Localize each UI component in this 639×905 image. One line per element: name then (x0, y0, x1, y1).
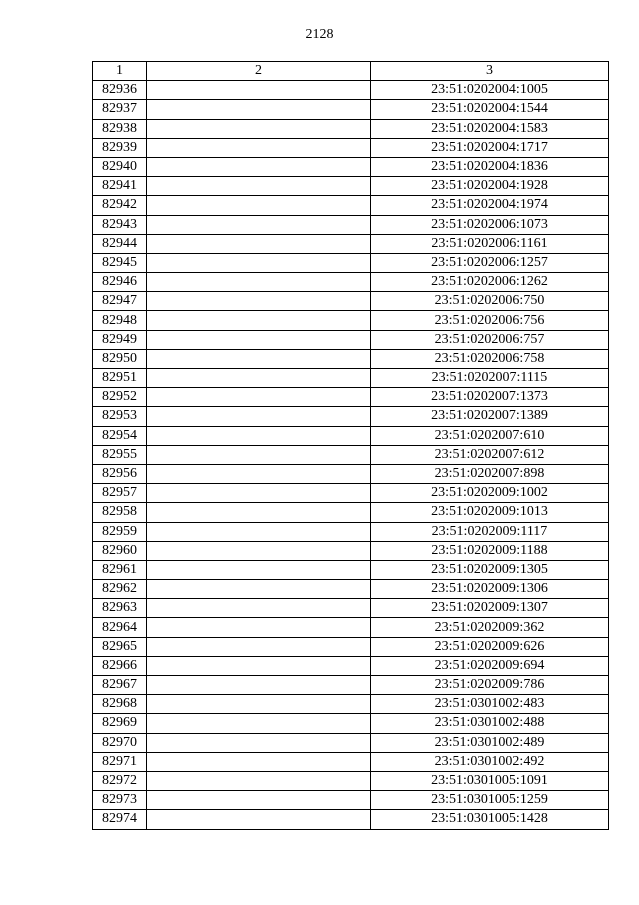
table-row (93, 234, 609, 253)
empty-cell (147, 330, 371, 349)
empty-cell (147, 637, 371, 656)
empty-cell (147, 464, 371, 483)
cadastral-number-cell: 23:51:0202004:1836 (371, 157, 609, 176)
cadastral-number-cell: 23:51:0202009:1305 (371, 560, 609, 579)
empty-cell (147, 445, 371, 464)
empty-cell (147, 253, 371, 272)
row-number-cell: 82954 (93, 426, 147, 445)
empty-cell (147, 157, 371, 176)
row-number-cell: 82961 (93, 560, 147, 579)
row-number-cell: 82939 (93, 138, 147, 157)
table-row (93, 580, 609, 599)
cadastral-number-cell: 23:51:0202004:1717 (371, 138, 609, 157)
table-row (93, 464, 609, 483)
row-number-cell: 82946 (93, 273, 147, 292)
empty-cell (147, 273, 371, 292)
empty-cell (147, 752, 371, 771)
table-row (93, 157, 609, 176)
table-row (93, 292, 609, 311)
cadastral-number-cell: 23:51:0202006:758 (371, 349, 609, 368)
row-number-cell: 82958 (93, 503, 147, 522)
empty-cell (147, 234, 371, 253)
empty-cell (147, 196, 371, 215)
cadastral-number-cell: 23:51:0202006:1257 (371, 253, 609, 272)
table-row (93, 503, 609, 522)
row-number-cell: 82951 (93, 369, 147, 388)
row-number-cell: 82941 (93, 177, 147, 196)
empty-cell (147, 733, 371, 752)
row-number-cell: 82940 (93, 157, 147, 176)
table-row (93, 388, 609, 407)
row-number-cell: 82955 (93, 445, 147, 464)
table-row (93, 791, 609, 810)
empty-cell (147, 119, 371, 138)
empty-cell (147, 484, 371, 503)
table-row (93, 618, 609, 637)
row-number-cell: 82945 (93, 253, 147, 272)
cadastral-number-cell: 23:51:0202004:1583 (371, 119, 609, 138)
cadastral-number-cell: 23:51:0202006:1161 (371, 234, 609, 253)
empty-cell (147, 177, 371, 196)
table-row (93, 541, 609, 560)
row-number-cell: 82944 (93, 234, 147, 253)
row-number-cell: 82943 (93, 215, 147, 234)
row-number-cell: 82967 (93, 676, 147, 695)
table-row (93, 695, 609, 714)
column-header-1: 1 (93, 62, 147, 81)
table-row (93, 119, 609, 138)
table-row (93, 349, 609, 368)
empty-cell (147, 560, 371, 579)
empty-cell (147, 599, 371, 618)
empty-cell (147, 215, 371, 234)
cadastral-number-cell: 23:51:0202004:1928 (371, 177, 609, 196)
cadastral-number-cell: 23:51:0202007:1389 (371, 407, 609, 426)
table-row (93, 522, 609, 541)
table-row (93, 599, 609, 618)
cadastral-number-cell: 23:51:0202009:1013 (371, 503, 609, 522)
table-row (93, 810, 609, 829)
column-header-3: 3 (371, 62, 609, 81)
cadastral-number-cell: 23:51:0202007:612 (371, 445, 609, 464)
row-number-cell: 82937 (93, 100, 147, 119)
table-row (93, 656, 609, 675)
table-row (93, 215, 609, 234)
table-row (93, 330, 609, 349)
column-header-2: 2 (147, 62, 371, 81)
row-number-cell: 82974 (93, 810, 147, 829)
empty-cell (147, 292, 371, 311)
row-number-cell: 82942 (93, 196, 147, 215)
row-number-cell: 82962 (93, 580, 147, 599)
empty-cell (147, 138, 371, 157)
table-header-row (93, 62, 609, 81)
cadastral-number-cell: 23:51:0202007:898 (371, 464, 609, 483)
cadastral-number-cell: 23:51:0202009:786 (371, 676, 609, 695)
empty-cell (147, 656, 371, 675)
cadastral-number-cell: 23:51:0202007:610 (371, 426, 609, 445)
empty-cell (147, 426, 371, 445)
cadastral-number-cell: 23:51:0202004:1005 (371, 81, 609, 100)
table-row (93, 311, 609, 330)
cadastral-number-cell: 23:51:0202006:750 (371, 292, 609, 311)
row-number-cell: 82963 (93, 599, 147, 618)
cadastral-number-cell: 23:51:0202009:362 (371, 618, 609, 637)
table-row (93, 177, 609, 196)
cadastral-number-cell: 23:51:0202006:756 (371, 311, 609, 330)
table-row (93, 426, 609, 445)
row-number-cell: 82956 (93, 464, 147, 483)
cadastral-number-cell: 23:51:0301005:1428 (371, 810, 609, 829)
page-number: 2128 (305, 27, 334, 42)
row-number-cell: 82952 (93, 388, 147, 407)
empty-cell (147, 810, 371, 829)
cadastral-number-cell: 23:51:0202006:757 (371, 330, 609, 349)
table-row (93, 273, 609, 292)
empty-cell (147, 541, 371, 560)
table-row (93, 138, 609, 157)
empty-cell (147, 81, 371, 100)
table-row (93, 253, 609, 272)
cadastral-number-cell: 23:51:0202009:1307 (371, 599, 609, 618)
cadastral-number-cell: 23:51:0202009:1306 (371, 580, 609, 599)
table-row (93, 771, 609, 790)
cadastral-number-cell: 23:51:0202009:1117 (371, 522, 609, 541)
table-row (93, 445, 609, 464)
cadastral-number-cell: 23:51:0301002:492 (371, 752, 609, 771)
cadastral-number-cell: 23:51:0301005:1091 (371, 771, 609, 790)
cadastral-number-cell: 23:51:0202006:1073 (371, 215, 609, 234)
row-number-cell: 82957 (93, 484, 147, 503)
row-number-cell: 82936 (93, 81, 147, 100)
cadastral-number-cell: 23:51:0202009:1002 (371, 484, 609, 503)
cadastral-number-cell: 23:51:0202004:1544 (371, 100, 609, 119)
empty-cell (147, 522, 371, 541)
table-row (93, 369, 609, 388)
empty-cell (147, 791, 371, 810)
cadastral-number-cell: 23:51:0202007:1115 (371, 369, 609, 388)
table-row (93, 637, 609, 656)
row-number-cell: 82950 (93, 349, 147, 368)
empty-cell (147, 676, 371, 695)
table-row (93, 100, 609, 119)
row-number-cell: 82960 (93, 541, 147, 560)
empty-cell (147, 503, 371, 522)
table-row (93, 714, 609, 733)
row-number-cell: 82959 (93, 522, 147, 541)
row-number-cell: 82964 (93, 618, 147, 637)
row-number-cell: 82953 (93, 407, 147, 426)
cadastral-number-cell: 23:51:0202009:626 (371, 637, 609, 656)
empty-cell (147, 349, 371, 368)
empty-cell (147, 311, 371, 330)
cadastral-number-cell: 23:51:0202009:1188 (371, 541, 609, 560)
cadastral-number-cell: 23:51:0202004:1974 (371, 196, 609, 215)
cadastral-number-cell: 23:51:0202009:694 (371, 656, 609, 675)
cadastral-number-cell: 23:51:0301005:1259 (371, 791, 609, 810)
row-number-cell: 82947 (93, 292, 147, 311)
cadastral-number-cell: 23:51:0301002:489 (371, 733, 609, 752)
empty-cell (147, 714, 371, 733)
table-row (93, 733, 609, 752)
row-number-cell: 82972 (93, 771, 147, 790)
cadastral-number-cell: 23:51:0202007:1373 (371, 388, 609, 407)
row-number-cell: 82971 (93, 752, 147, 771)
table-row (93, 407, 609, 426)
empty-cell (147, 407, 371, 426)
cadastral-number-cell: 23:51:0301002:483 (371, 695, 609, 714)
empty-cell (147, 580, 371, 599)
row-number-cell: 82969 (93, 714, 147, 733)
empty-cell (147, 695, 371, 714)
cadastral-number-cell: 23:51:0301002:488 (371, 714, 609, 733)
table-row (93, 81, 609, 100)
table-row (93, 676, 609, 695)
table-row (93, 560, 609, 579)
table-row (93, 752, 609, 771)
row-number-cell: 82965 (93, 637, 147, 656)
row-number-cell: 82973 (93, 791, 147, 810)
row-number-cell: 82949 (93, 330, 147, 349)
empty-cell (147, 388, 371, 407)
empty-cell (147, 771, 371, 790)
row-number-cell: 82966 (93, 656, 147, 675)
registry-table (92, 61, 609, 830)
row-number-cell: 82948 (93, 311, 147, 330)
empty-cell (147, 369, 371, 388)
table-row (93, 484, 609, 503)
row-number-cell: 82938 (93, 119, 147, 138)
cadastral-number-cell: 23:51:0202006:1262 (371, 273, 609, 292)
table-body (93, 81, 609, 829)
row-number-cell: 82970 (93, 733, 147, 752)
row-number-cell: 82968 (93, 695, 147, 714)
empty-cell (147, 100, 371, 119)
table-row (93, 196, 609, 215)
empty-cell (147, 618, 371, 637)
